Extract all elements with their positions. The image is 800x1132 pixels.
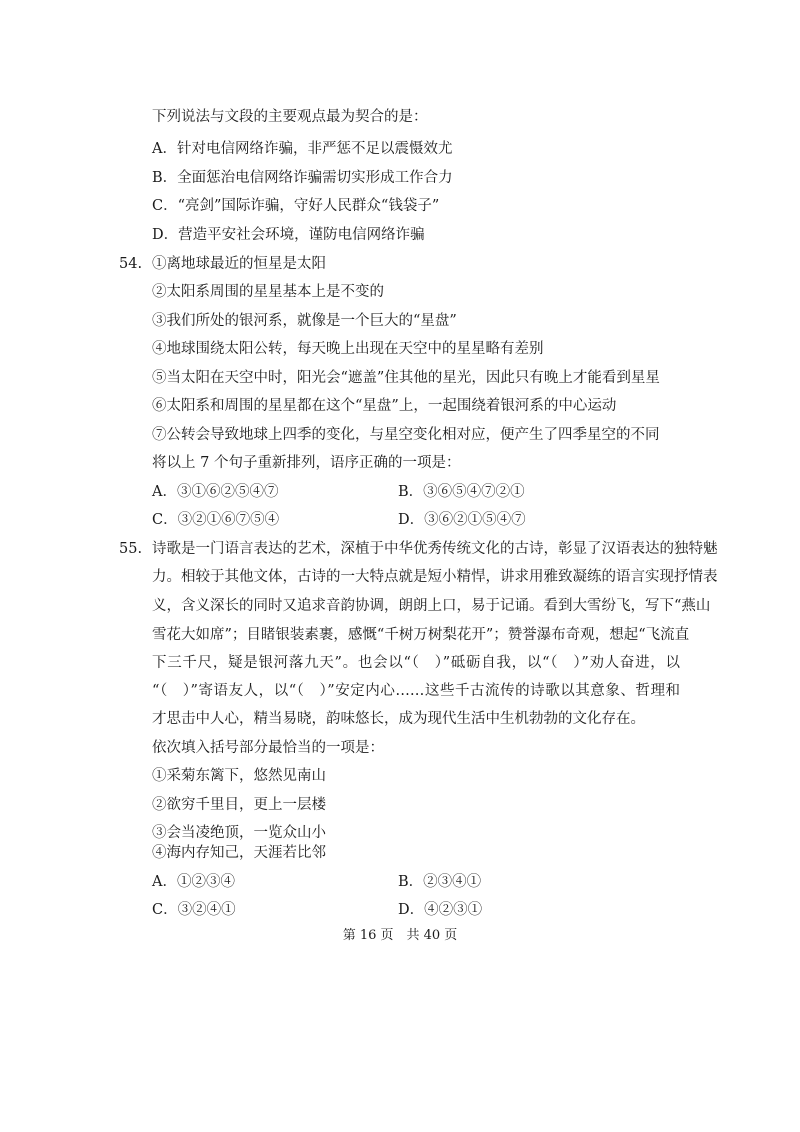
q54-sentence-7: ⑦公转会导致地球上四季的变化，与星空变化相对应，便产生了四季星空的不同 xyxy=(152,427,660,443)
q55-item-4: ④海内存知己，天涯若比邻 xyxy=(152,845,326,861)
q53-option-c: C．“亮剑”国际诈骗，守好人民群众“钱袋子” xyxy=(152,198,440,214)
q54-sentence-4: ④地球围绕太阳公转，每天晚上出现在天空中的星星略有差别 xyxy=(152,341,544,357)
page-footer: 第 16 页 共 40 页 xyxy=(342,928,458,943)
q55-passage-line-1: 诗歌是一门语言表达的艺术，深植于中华优秀传统文化的古诗，彰显了汉语表达的独特魅 xyxy=(152,541,718,557)
q54-sentence-6: ⑥太阳系和周围的星星都在这个“星盘”上，一起围绕着银河系的中心运动 xyxy=(152,398,617,414)
q55-option-d: D．④②③① xyxy=(398,902,483,918)
q55-item-3: ③会当凌绝顶，一览众山小 xyxy=(152,825,326,841)
q53-option-d: D．营造平安社会环境，谨防电信网络诈骗 xyxy=(152,227,425,243)
q55-prompt: 依次填入括号部分最恰当的一项是： xyxy=(152,740,384,756)
q55-passage-line-2: 力。相较于其他文体，古诗的一大特点就是短小精悍，讲求用雅致凝练的语言实现抒情表 xyxy=(152,569,718,585)
q54-number: 54. xyxy=(119,256,143,272)
q54-sentence-5: ⑤当太阳在天空中时，阳光会“遮盖”住其他的星光，因此只有晚上才能看到星星 xyxy=(152,370,660,386)
q54-option-d: D．③⑥②①⑤④⑦ xyxy=(398,512,526,528)
q54-sentence-2: ②太阳系周围的星星基本上是不变的 xyxy=(152,284,384,300)
q55-number: 55. xyxy=(119,541,143,557)
q54-option-b: B．③⑥⑤④⑦②① xyxy=(398,484,525,500)
q55-item-1: ①采菊东篱下，悠然见南山 xyxy=(152,768,326,784)
q53-prompt: 下列说法与文段的主要观点最为契合的是： xyxy=(152,109,428,125)
q55-passage-line-4: 雪花大如席”；目睹银装素裹，感慨“千树万树梨花开”；赞誉瀑布奇观，想起“飞流直 xyxy=(152,627,690,643)
q54-sentence-1: ①离地球最近的恒星是太阳 xyxy=(152,256,326,272)
q55-passage-line-7: 才思击中人心，精当易晓，韵味悠长，成为现代生活中生机勃勃的文化存在。 xyxy=(152,711,645,727)
q55-option-c: C．③②④① xyxy=(152,902,236,918)
q55-passage-line-3: 义，含义深长的同时又追求音韵协调，朗朗上口，易于记诵。看到大雪纷飞，写下“燕山 xyxy=(152,598,711,614)
q55-passage-line-5: 下三千尺，疑是银河落九天”。也会以“（ ）”砥砺自我，以“（ ）”劝人奋进，以 xyxy=(152,655,680,671)
q54-option-a: A．③①⑥②⑤④⑦ xyxy=(152,484,279,500)
q54-sentence-3: ③我们所处的银河系，就像是一个巨大的“星盘” xyxy=(152,313,457,329)
q55-option-b: B．②③④① xyxy=(398,874,482,890)
q53-option-b: B．全面惩治电信网络诈骗需切实形成工作合力 xyxy=(152,170,453,186)
q55-item-2: ②欲穷千里目，更上一层楼 xyxy=(152,797,326,813)
q54-prompt: 将以上 7 个句子重新排列，语序正确的一项是： xyxy=(152,455,461,471)
q53-option-a: A．针对电信网络诈骗，非严惩不足以震慑效尤 xyxy=(152,141,453,157)
q55-option-a: A．①②③④ xyxy=(152,874,235,890)
q55-passage-line-6: “（ ）”寄语友人，以“（ ）”安定内心……这些千古流传的诗歌以其意象、哲理和 xyxy=(152,683,680,699)
q54-option-c: C．③②①⑥⑦⑤④ xyxy=(152,512,280,528)
